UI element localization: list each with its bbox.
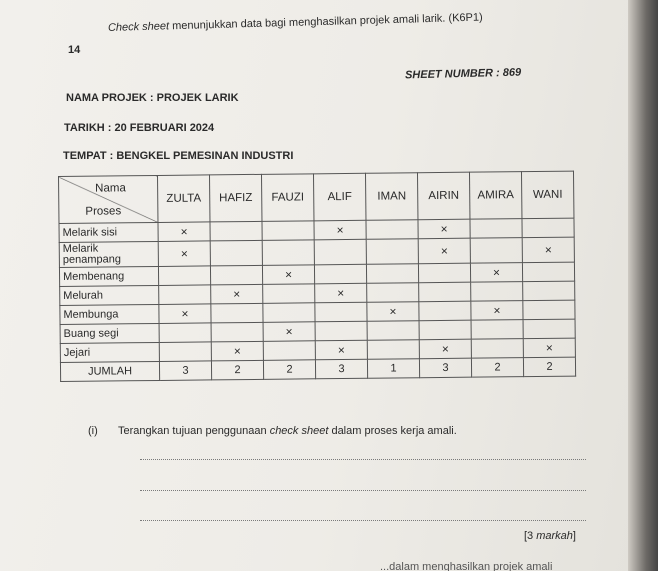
- process-cell: Melarik penampang: [59, 241, 158, 267]
- mark-cell-checked: ×: [262, 265, 314, 285]
- sub-question-text-italic: check sheet: [269, 425, 329, 437]
- total-cell: 2: [523, 357, 575, 377]
- mark-cell-empty: [263, 341, 315, 361]
- table-header-row: [59, 171, 574, 223]
- mark-cell-empty: [367, 340, 419, 360]
- mark-cell-empty: [210, 221, 262, 241]
- date: TARIKH : 20 FEBRUARI 2024: [64, 122, 215, 134]
- mark-cell-empty: [211, 322, 263, 342]
- question-text-rest: menunjukkan data bagi menghasilkan projek amali larik. (K6P1): [168, 11, 483, 33]
- mark-cell-empty: [419, 320, 471, 340]
- mark-cell-empty: [419, 301, 471, 321]
- total-cell: 2: [471, 358, 523, 378]
- mark-cell-empty: [470, 219, 522, 239]
- mark-cell-checked: ×: [523, 338, 575, 358]
- mark-cell-checked: ×: [314, 220, 366, 240]
- total-cell: 2: [211, 360, 263, 380]
- question-text-italic: Check sheet: [107, 20, 170, 34]
- question-number: 14: [68, 44, 81, 56]
- mark-cell-empty: [262, 240, 314, 266]
- answer-line-2[interactable]: [140, 490, 586, 491]
- name-header-zulta: ZULTA: [157, 175, 209, 223]
- marks-close: ]: [572, 530, 576, 542]
- sheet-number-label: SHEET NUMBER: [404, 67, 494, 82]
- total-cell: 3: [419, 358, 471, 378]
- mark-cell-empty: [419, 282, 471, 302]
- sub-question: [88, 425, 457, 437]
- question-text: [108, 12, 483, 34]
- mark-cell-empty: [471, 320, 523, 340]
- sub-question-text-1: Terangkan tujuan penggunaan: [118, 425, 270, 437]
- mark-cell-empty: [366, 220, 418, 240]
- name-header-iman: IMAN: [365, 173, 417, 221]
- sub-question-text-2: dalam proses kerja amali.: [328, 425, 457, 437]
- mark-cell-checked: ×: [419, 339, 471, 359]
- mark-cell-empty: [523, 281, 575, 301]
- mark-cell-empty: [314, 264, 366, 284]
- total-cell: 3: [159, 361, 211, 381]
- mark-cell-empty: [367, 283, 419, 303]
- name-header-hafiz: HAFIZ: [209, 174, 261, 222]
- mark-cell-checked: ×: [471, 301, 523, 321]
- mark-cell-empty: [158, 266, 210, 286]
- table-body: [59, 218, 576, 381]
- marks-italic: markah: [536, 530, 573, 542]
- mark-cell-empty: [366, 239, 418, 265]
- total-row: [60, 357, 575, 381]
- process-cell: Jejari: [60, 342, 159, 362]
- mark-cell-empty: [159, 323, 211, 343]
- sheet-number: [405, 67, 521, 82]
- mark-cell-checked: ×: [159, 304, 211, 324]
- corner-proses: Proses: [85, 205, 122, 218]
- mark-cell-empty: [418, 263, 470, 283]
- marks-open: [3: [524, 530, 537, 542]
- mark-cell-checked: ×: [470, 263, 522, 283]
- mark-cell-checked: ×: [211, 341, 263, 361]
- mark-cell-checked: ×: [418, 238, 470, 264]
- cut-off-text: ...dalam menghasilkan projek amali: [380, 561, 553, 571]
- name-header-amira: AMIRA: [469, 172, 521, 220]
- name-header-fauzi: FAUZI: [261, 174, 313, 222]
- mark-cell-empty: [367, 321, 419, 341]
- total-cell: 3: [315, 359, 367, 379]
- mark-cell-empty: [470, 238, 522, 264]
- mark-cell-checked: ×: [158, 222, 210, 242]
- process-cell: Buang segi: [60, 323, 159, 343]
- mark-cell-empty: [263, 303, 315, 323]
- mark-cell-empty: [210, 265, 262, 285]
- mark-cell-empty: [522, 262, 574, 282]
- project-name: NAMA PROJEK : PROJEK LARIK: [66, 92, 239, 104]
- check-sheet-table: [58, 171, 576, 382]
- mark-cell-empty: [523, 300, 575, 320]
- marks-label: [524, 530, 576, 542]
- mark-cell-empty: [366, 264, 418, 284]
- mark-cell-empty: [211, 303, 263, 323]
- mark-cell-empty: [315, 302, 367, 322]
- answer-line-1[interactable]: [140, 459, 586, 460]
- mark-cell-empty: [263, 284, 315, 304]
- mark-cell-empty: [522, 218, 574, 238]
- mark-cell-empty: [159, 285, 211, 305]
- sub-question-label: (i): [88, 425, 98, 437]
- sheet-number-value: : 869: [492, 66, 522, 80]
- process-cell: Melarik sisi: [59, 222, 158, 242]
- process-cell: Melurah: [60, 285, 159, 305]
- mark-cell-empty: [210, 240, 262, 266]
- mark-cell-empty: [262, 221, 314, 241]
- table-corner: [59, 175, 158, 223]
- mark-cell-checked: ×: [367, 302, 419, 322]
- mark-cell-checked: ×: [315, 340, 367, 360]
- mark-cell-empty: [471, 339, 523, 359]
- mark-cell-checked: ×: [211, 284, 263, 304]
- check-sheet-table-wrap: [58, 171, 576, 382]
- name-header-alif: ALIF: [313, 173, 365, 221]
- mark-cell-empty: [159, 342, 211, 362]
- total-label: JUMLAH: [60, 361, 159, 381]
- total-cell: 2: [263, 360, 315, 380]
- corner-nama: Nama: [95, 182, 126, 195]
- background-shadow: [628, 0, 658, 571]
- name-header-airin: AIRIN: [417, 172, 469, 220]
- total-cell: 1: [367, 359, 419, 379]
- name-header-wani: WANI: [521, 171, 573, 219]
- process-cell: Membenang: [59, 266, 158, 286]
- mark-cell-empty: [314, 239, 366, 265]
- mark-cell-empty: [315, 321, 367, 341]
- mark-cell-empty: [471, 282, 523, 302]
- process-cell: Membunga: [60, 304, 159, 324]
- mark-cell-empty: [523, 319, 575, 339]
- answer-line-3[interactable]: [140, 520, 586, 521]
- mark-cell-checked: ×: [522, 237, 574, 263]
- mark-cell-checked: ×: [158, 241, 210, 267]
- mark-cell-checked: ×: [315, 283, 367, 303]
- mark-cell-checked: ×: [418, 219, 470, 239]
- mark-cell-checked: ×: [263, 322, 315, 342]
- place: TEMPAT : BENGKEL PEMESINAN INDUSTRI: [63, 150, 294, 162]
